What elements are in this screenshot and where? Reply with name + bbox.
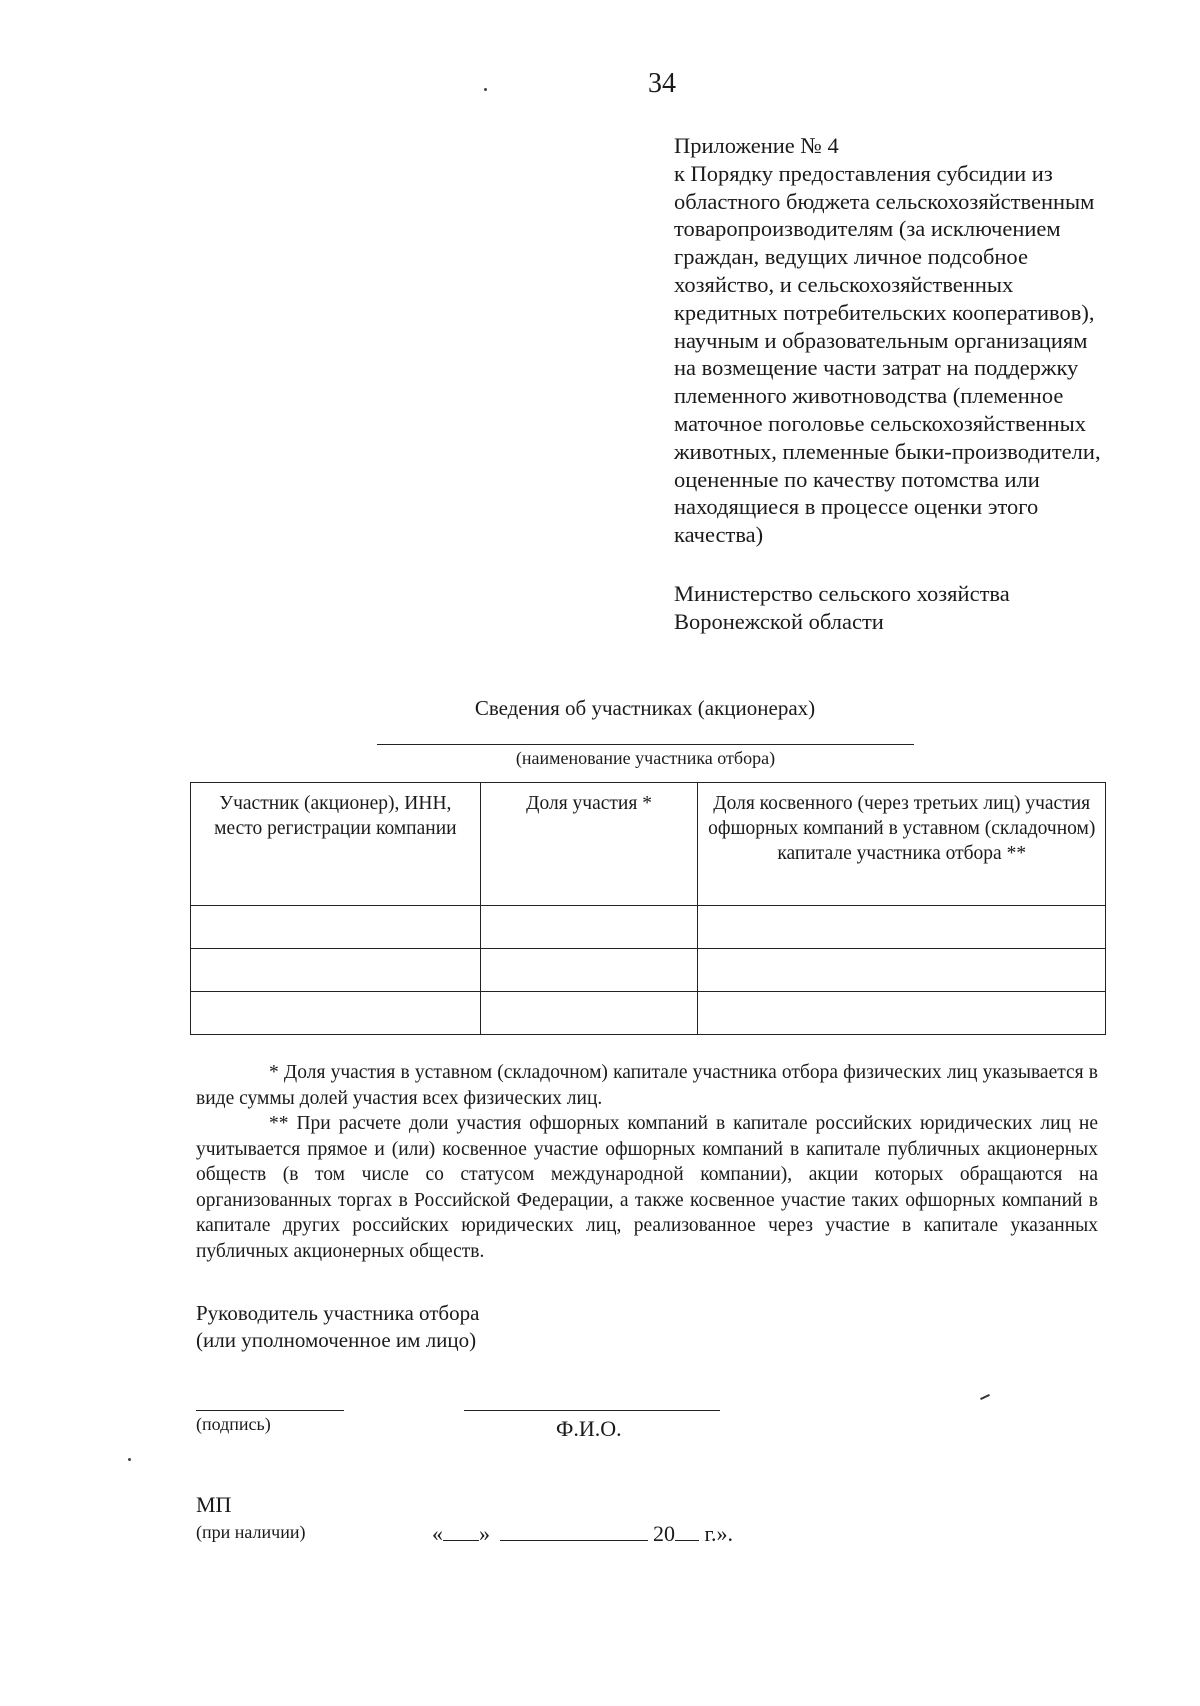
column-header-share: Доля участия * bbox=[480, 783, 698, 906]
table-header-row bbox=[191, 783, 1106, 906]
appendix-line: качества) bbox=[674, 522, 764, 548]
year-suffix: г.». bbox=[704, 1521, 734, 1546]
appendix-line: маточное поголовье сельскохозяйственных bbox=[674, 410, 1086, 436]
column-header-participant: Участник (акционер), ИНН, место регистрации компании bbox=[191, 783, 481, 906]
table-cell[interactable] bbox=[191, 949, 481, 992]
stamp-note: (при наличии) bbox=[196, 1522, 306, 1542]
table-cell[interactable] bbox=[480, 906, 698, 949]
footnote-1: * Доля участия в уставном (складочном) капитале участника отбора физических лиц указывается в виде суммы долей участия всех физических лиц. bbox=[196, 1062, 1098, 1109]
page-number: 34 bbox=[648, 68, 676, 99]
appendix-line: товаропроизводителям (за исключением bbox=[674, 216, 1061, 242]
shareholders-table bbox=[190, 782, 1106, 1035]
table-cell[interactable] bbox=[698, 992, 1106, 1035]
table-cell[interactable] bbox=[191, 992, 481, 1035]
column-header-offshore-share: Доля косвенного (через третьих лиц) участия офшорных компаний в уставном (складочном) капитале участника отбора ** bbox=[698, 783, 1106, 906]
date-open-quote: « bbox=[432, 1521, 443, 1546]
appendix-line: находящиеся в процессе оценки этого bbox=[674, 494, 1039, 520]
appendix-line: племенного животноводства (племенное bbox=[674, 383, 1064, 409]
appendix-line: областного бюджета сельскохозяйственным bbox=[674, 188, 1095, 214]
year-blank[interactable] bbox=[675, 1520, 699, 1541]
date-close-quote: » bbox=[479, 1521, 490, 1546]
fio-line[interactable] bbox=[464, 1410, 720, 1411]
date-field bbox=[432, 1520, 733, 1547]
fio-label: Ф.И.О. bbox=[556, 1416, 622, 1441]
signature-label: (подпись) bbox=[196, 1414, 271, 1434]
table-cell[interactable] bbox=[480, 949, 698, 992]
year-prefix: 20 bbox=[653, 1521, 675, 1546]
appendix-line: хозяйство, и сельскохозяйственных bbox=[674, 271, 1014, 297]
participant-name-line[interactable] bbox=[377, 744, 914, 745]
form-title: Сведения об участниках (акционерах) bbox=[474, 696, 816, 720]
footnotes bbox=[196, 1060, 1098, 1264]
appendix-line: на возмещение части затрат на поддержку bbox=[674, 355, 1079, 381]
scan-mark bbox=[980, 1394, 990, 1400]
appendix-line: граждан, ведущих личное подсобное bbox=[674, 244, 1028, 270]
table-cell[interactable] bbox=[698, 906, 1106, 949]
footnote-2: ** При расчете доли участия офшорных компаний в капитале российских юридических лиц не учитывается прямое и (или) косвенное участие офшорных компаний в капитале публичных акционерных обществ (в том числе со статусом международной компании), акции которых обращаются на организованных торгах в Российской Федерации, а также косвенное участие таких офшорных компаний в капитале других российских юридических лиц, реализованное через участие в капитале указанных публичных акционерных обществ. bbox=[196, 1113, 1098, 1262]
month-blank[interactable] bbox=[500, 1520, 648, 1541]
table-row bbox=[191, 992, 1106, 1035]
table-cell[interactable] bbox=[698, 949, 1106, 992]
scan-speck bbox=[484, 88, 487, 91]
table-row bbox=[191, 949, 1106, 992]
appendix-line: кредитных потребительских кооперативов), bbox=[674, 299, 1095, 325]
stamp-label: МП bbox=[196, 1492, 232, 1517]
day-blank[interactable] bbox=[443, 1520, 479, 1541]
appendix-line: Приложение № 4 bbox=[674, 133, 839, 158]
head-block bbox=[196, 1300, 479, 1354]
scan-speck bbox=[128, 1458, 131, 1461]
table-cell[interactable] bbox=[191, 906, 481, 949]
head-subtitle: (или уполномоченное им лицо) bbox=[196, 1328, 477, 1352]
table-cell[interactable] bbox=[480, 992, 698, 1035]
signature-line[interactable] bbox=[196, 1410, 344, 1411]
ministry-line: Министерство сельского хозяйства bbox=[674, 581, 1010, 606]
ministry-line: Воронежской области bbox=[674, 609, 884, 634]
appendix-line: научным и образовательным организациям bbox=[674, 327, 1088, 353]
ministry-block bbox=[674, 580, 1010, 636]
appendix-line: животных, племенные быки-производители, bbox=[674, 438, 1101, 464]
appendix-line: оцененные по качеству потомства или bbox=[674, 466, 1040, 492]
participant-name-caption: (наименование участника отбора) bbox=[515, 748, 776, 768]
appendix-line: к Порядку предоставления субсидии из bbox=[674, 160, 1053, 186]
head-title: Руководитель участника отбора bbox=[196, 1301, 480, 1325]
table-row bbox=[191, 906, 1106, 949]
appendix-block bbox=[674, 132, 1154, 549]
